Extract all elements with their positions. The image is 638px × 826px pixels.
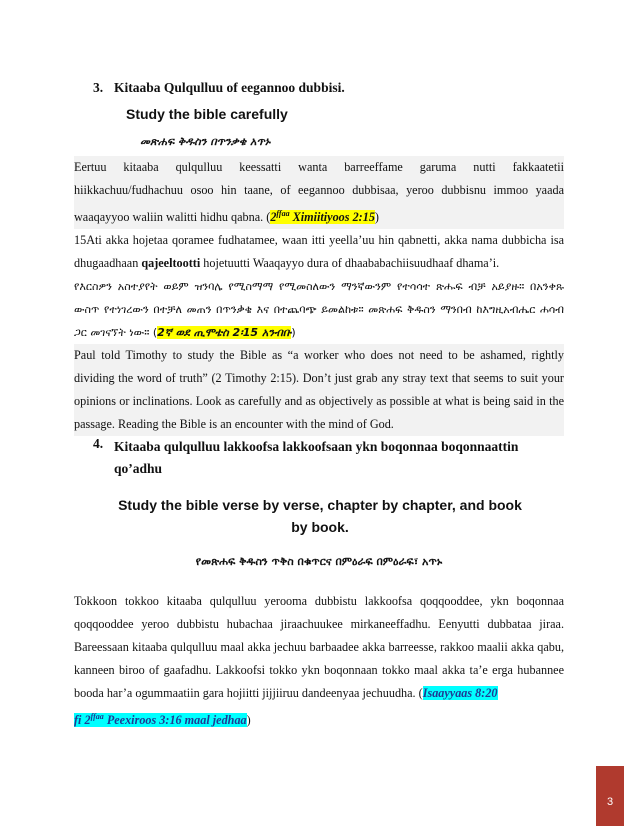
section-4-body (74, 590, 564, 732)
section-3-body (74, 156, 564, 436)
paragraph-3-amharic: የእርስዎን አስተያየት ወይም ዝንባሌ የሚስማማ የሚመስለውን ማንኛውንም የተሳሳተ ጽሑፍ ብቻ አይያዙ። በአንቀጹ ውስጥ የተነገረውን በተቻለ መጠን በጥንቃቄ እና በተጨባጭ ይመልከቱ። መጽሐፍ ቅዱስን ማንበብ ከእግዚአብሔር ሐሳብ ጋር መገናኘት ነው። (2ኛ ወደ ጢሞቴስ 2፡15 አንብቡ) (74, 280, 564, 340)
section-3-subtitle-am: መጽሐፍ ቅዱስን በጥንቃቄ አጥኑ (140, 135, 271, 148)
section-4-subtitle-am: የመጽሐፍ ቅዱስን ጥቅስ በቁጥርና በምዕራፍ በምዕራፍ፣ አጥኑ (195, 555, 443, 568)
section-3-title: Kitaaba Qulqulluu of eegannoo dubbisi. (114, 80, 345, 95)
paragraph-1: Eertuu kitaaba qulqulluu keessatti wanta barreeffame garuma nutti fakkaatetii hiikkachuu/fudhachuu osoo hin taane, of eegannoo dubbisaa, yeroo dubbisnu immoo yaada waaqayyoo waliin walitti hidhu qabna. ($2^{ffaa}$ Ximiitiyoos 2:15) (74, 156, 564, 229)
scripture-reference: $2^{ffaa}$ Ximiitiyoos 2:15 (270, 209, 375, 225)
section-4-subtitle-en: Study the bible verse by verse, chapter by chapter, and book by book. (118, 497, 522, 535)
section-3-number: 3. (93, 80, 104, 95)
section-4-number: 4. (93, 436, 104, 451)
page-number: 3 (606, 796, 614, 808)
scripture-reference-am: 2ኛ ወደ ጢሞቴስ 2፡15 አንብቡ (157, 326, 292, 340)
paragraph-2: 15Ati akka hojetaa qoramee fudhatamee, waan itti yeella’uu hin qabnetti, akka nama dubbicha isa dhugaadhaan qajeeltootti hojetuutti Waaqayyo dura of dhaababachiisuudhaaf dhama’i. (74, 233, 564, 271)
scripture-reference-2: fi $2^{ffaa}$ Peexiroos 3:16 maal jedhaa (74, 712, 247, 728)
paragraph-5: Tokkoon tokkoo kitaaba qulqulluu yerooma dubbistu lakkoofsa qoqqooddee, ykn boqonnaa qoqqooddee yeroo dubbistu hubachaa jiraachuukee mirkaneeffadhu. Eenyutti dubbataa jiraa. Bareessaan kitaaba qulqulluu maal akka jechuu barbaadee akka barreesse, rakkoo maalii akka qabu, kanneen biroo of gaafadhu. Lakkoofsi tokko ykn boqonnaan tokko maal akka ta’e erga hubannee booda har’a ogummaatiin gara hojiitti jijjiiruu dandeenyaa jechuudha. (Isaayyaas 8:20 fi $2^{ffaa}$ Peexiroos 3:16 maal jedhaa) (74, 594, 564, 728)
paragraph-4: Paul told Timothy to study the Bible as “a worker who does not need to be ashamed, rightly dividing the word of truth” (2 Timothy 2:15). Don’t just grab any stray text that seems to suit your opinions or inclinations. Look as carefully and as objectively as possible at what is being said in the passage. Reading the Bible is an encounter with the mind of God. (74, 344, 564, 436)
section-4-title: Kitaaba qulqulluu lakkoofsa lakkoofsaan ykn boqonnaa boqonnaattin qo’adhu (114, 439, 519, 476)
section-3-subtitle-en: Study the bible carefully (126, 106, 288, 122)
scripture-reference-1: Isaayyaas 8:20 (422, 686, 498, 700)
